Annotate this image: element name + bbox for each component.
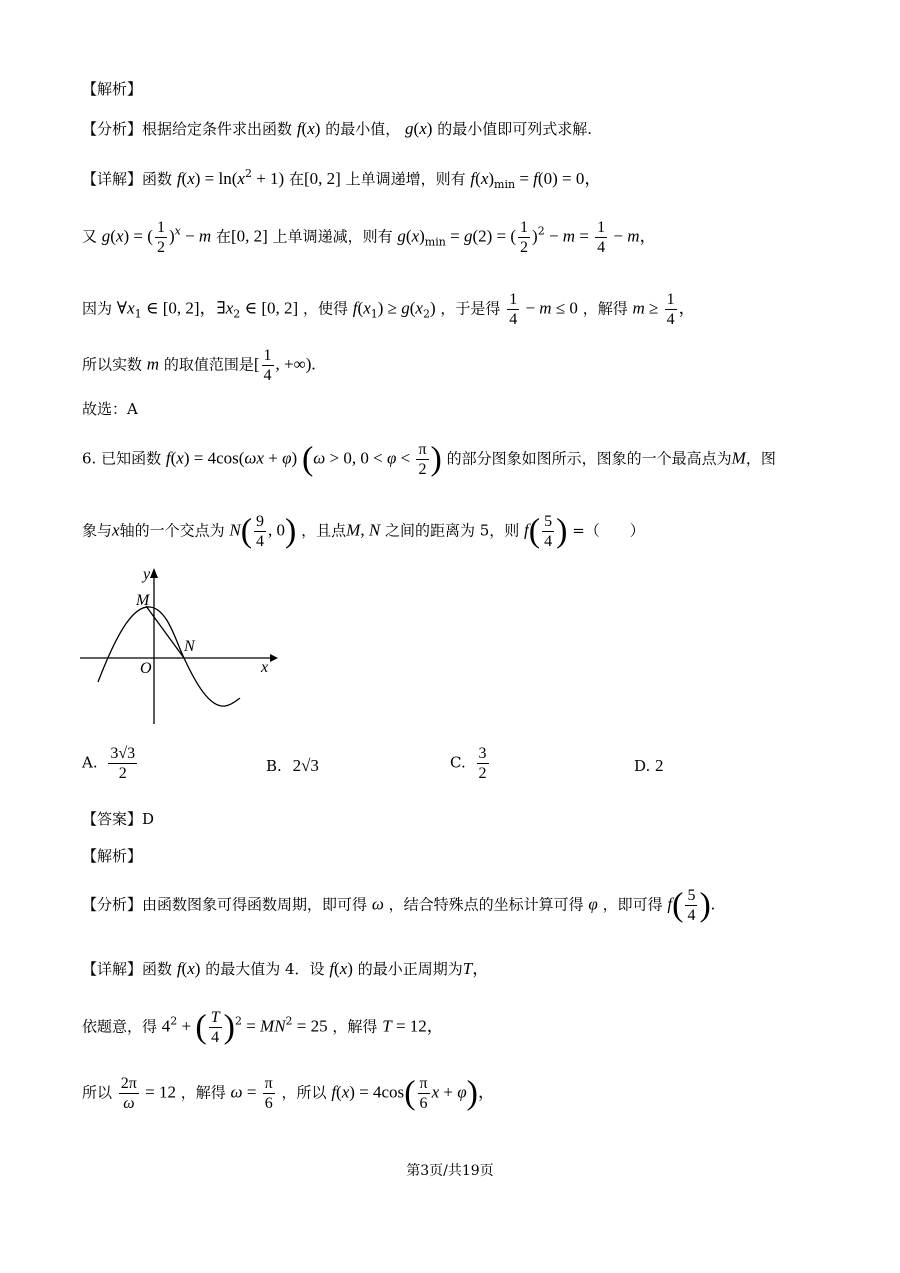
x-axis-arrow	[270, 654, 278, 662]
label-n: N	[184, 638, 195, 655]
page-footer: 第3页/共19页	[406, 1163, 494, 1179]
cosine-curve	[98, 607, 240, 706]
heading-jiexi-2: 【解析】	[82, 847, 143, 865]
option-a: A. $\frac{3√3}{2}$	[82, 745, 136, 782]
analysis-line-1: 【分析】根据给定条件求出函数 f(x) 的最小值， g(x) 的最小值即可列式求解.	[82, 119, 592, 138]
detail2-line-2: 依题意，得 $4^2$ + ( $\frac{T}{4}$ )$^2 = MN^2 = 25$ ，解得 T = 12，	[82, 1008, 444, 1046]
tag-fenxi: 【分析】	[82, 120, 143, 138]
detail-line-4: 所以实数 m 的取值范围是[ $\frac{1}{4}$ , +∞).	[82, 347, 316, 384]
detail-line-1: 【详解】函数 $f(x) = \ln(x^2 + 1)$ 在[0, 2] 上单调递增，则有 $f(x)_{min} = f(0) = 0$，	[82, 167, 602, 191]
label-m: M	[136, 592, 150, 609]
question-number: 6.	[82, 449, 97, 468]
segment-mn	[146, 606, 184, 658]
heading-jiexi-1: 【解析】	[82, 80, 143, 98]
tag-xiangjie: 【详解】	[82, 170, 143, 188]
question-6-line-2: 象与x轴的一个交点为 N( $\frac{9}{4}$ , 0) ，且点M, N 之间的距离为 5，则 f( $\frac{5}{4}$ ) =（ ）	[82, 512, 645, 550]
option-b: B. 2√3	[266, 756, 319, 775]
label-x: x	[261, 659, 269, 676]
detail-line-2: 又 g(x) = ( $\frac{1}{2}$ )$^x$ − m 在[0, 2] 上单调递减，则有 $g(x)_{min} = g(2)$ = ( $\frac{1}{2}$ )$^2$ − m = $\frac{1}{4}$ − m，	[82, 219, 657, 256]
choice-line: 故选：A	[82, 400, 138, 418]
detail2-line-1: 【详解】函数 f(x) 的最大值为 4．设 f(x) 的最小正周期为T，	[82, 959, 490, 978]
label-y: y	[143, 566, 151, 583]
label-o: O	[140, 660, 152, 677]
answer-line: 【答案】D	[82, 810, 155, 828]
option-c: C. $\frac{3}{2}$	[450, 745, 487, 782]
analysis-line-2: 【分析】由函数图象可得函数周期，即可得 ω ，结合特殊点的坐标计算可得 φ ，即可得 f( $\frac{5}{4}$ ).	[82, 886, 716, 924]
function-graph-figure	[80, 560, 280, 730]
detail2-line-3: 所以 $\frac{2\pi}{\omega}$ = 12 ，解得 ω = $\frac{\pi}{6}$ ，所以 f(x) = 4cos( $\frac{\pi}{6}$ x + φ)，	[82, 1074, 495, 1112]
detail-line-3: 因为 $\forall x_1$ ∈ [0, 2]，$\exists x_2$ ∈ [0, 2] ，使得 $f(x_1) \ge g(x_2)$ ，于是得 $\frac{1}{4}$ − m ≤ 0 ，解得 m ≥ $\frac{1}{4}$ ，	[82, 291, 696, 328]
question-6-line-1: 6. 已知函数 f(x) = 4cos(ωx + φ) (ω > 0, 0 < φ < $\frac{\pi}{2}$ ) 的部分图象如图所示，图象的一个最高点为M，图	[82, 440, 776, 478]
y-axis-arrow	[150, 568, 158, 578]
option-d: D. 2	[634, 756, 664, 775]
